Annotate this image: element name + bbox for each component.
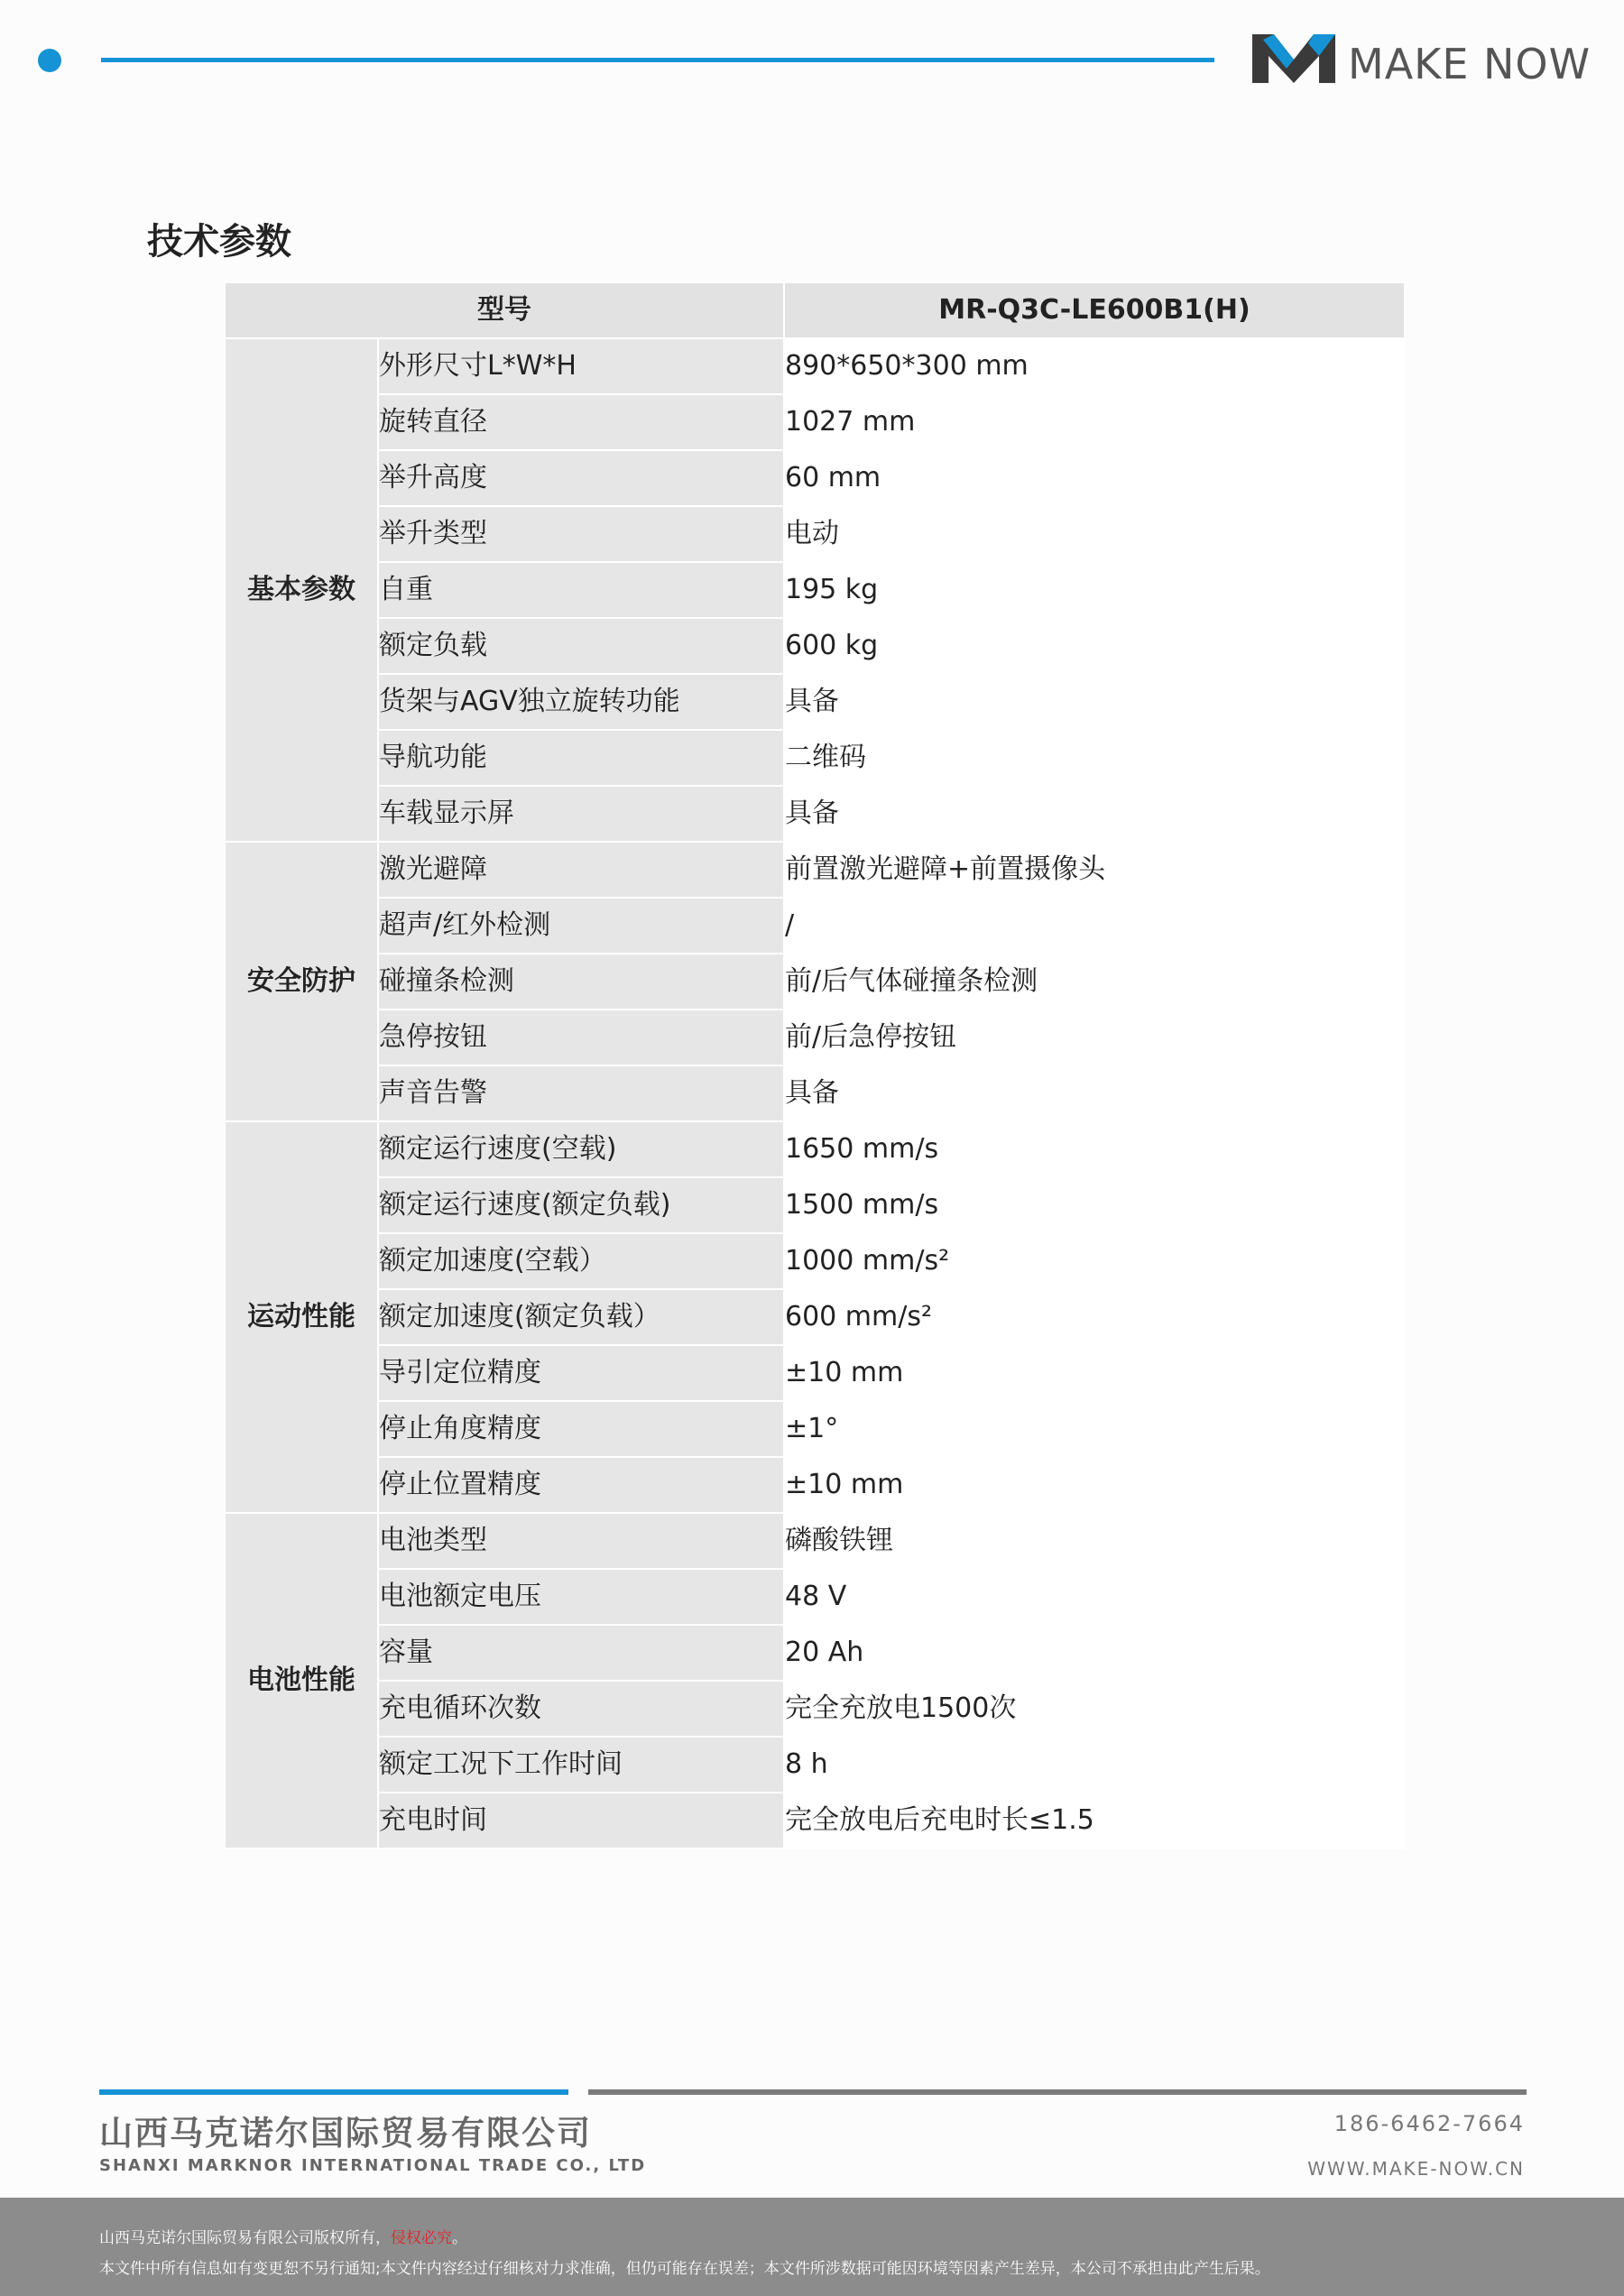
- param-name: 声音告警: [378, 1065, 784, 1121]
- table-row: [225, 786, 1405, 842]
- param-value: 600 mm/s²: [784, 1289, 1405, 1345]
- param-name: 碰撞条检测: [378, 954, 784, 1010]
- table-row: [225, 954, 1405, 1010]
- table-row: [225, 730, 1405, 786]
- table-row: [225, 898, 1405, 954]
- table-row: [225, 1121, 1405, 1177]
- table-row: [225, 1345, 1405, 1401]
- param-value: 电动: [784, 506, 1405, 562]
- table-row: [225, 1737, 1405, 1793]
- param-value: 完全放电后充电时长≤1.5: [784, 1793, 1405, 1849]
- table-row: [225, 1177, 1405, 1233]
- param-value: 具备: [784, 674, 1405, 730]
- param-value: 48 V: [784, 1569, 1405, 1625]
- param-value: 前/后气体碰撞条检测: [784, 954, 1405, 1010]
- table-row: [225, 562, 1405, 618]
- param-value: 磷酸铁锂: [784, 1513, 1405, 1569]
- table-row: [225, 1681, 1405, 1737]
- model-value: MR-Q3C-LE600B1(H): [784, 282, 1405, 338]
- param-name: 货架与AGV独立旋转功能: [378, 674, 784, 730]
- table-row: [225, 394, 1405, 450]
- param-value: 60 mm: [784, 450, 1405, 506]
- page-title: 技术参数: [147, 221, 291, 263]
- param-value: 1500 mm/s: [784, 1177, 1405, 1233]
- group-label: 运动性能: [225, 1121, 378, 1513]
- param-name: 容量: [378, 1625, 784, 1681]
- model-label: 型号: [225, 282, 784, 338]
- param-value: 195 kg: [784, 562, 1405, 618]
- param-value: 1027 mm: [784, 394, 1405, 450]
- table-header-row: [225, 282, 1405, 338]
- param-name: 电池额定电压: [378, 1569, 784, 1625]
- copyright-warning: 侵权必究: [391, 2229, 452, 2247]
- param-value: ±10 mm: [784, 1457, 1405, 1513]
- table-row: [225, 1233, 1405, 1289]
- table-row: [225, 618, 1405, 674]
- table-row: [225, 506, 1405, 562]
- param-value: 1000 mm/s²: [784, 1233, 1405, 1289]
- param-value: 600 kg: [784, 618, 1405, 674]
- group-label: 电池性能: [225, 1513, 378, 1849]
- param-name: 额定加速度(空载）: [378, 1233, 784, 1289]
- table-row: [225, 1457, 1405, 1513]
- param-name: 举升高度: [378, 450, 784, 506]
- table-row: [225, 1065, 1405, 1121]
- param-name: 举升类型: [378, 506, 784, 562]
- table-row: [225, 1513, 1405, 1569]
- param-value: ±10 mm: [784, 1345, 1405, 1401]
- company-name-en: SHANXI MARKNOR INTERNATIONAL TRADE CO., LTD: [99, 2156, 647, 2175]
- disclaimer-text: 本文件中所有信息如有变更恕不另行通知;本文件内容经过仔细核对力求准确，但仍可能存在误差；本文件所涉数据可能因环境等因素产生差异，本公司不承担由此产生后果。: [99, 2260, 1270, 2278]
- table-row: [225, 1625, 1405, 1681]
- param-name: 停止角度精度: [378, 1401, 784, 1457]
- param-value: ±1°: [784, 1401, 1405, 1457]
- param-name: 充电时间: [378, 1793, 784, 1849]
- param-value: 具备: [784, 786, 1405, 842]
- param-value: 前/后急停按钮: [784, 1010, 1405, 1065]
- copyright-text: [99, 2225, 467, 2247]
- make-now-logo: [1250, 27, 1593, 90]
- param-name: 额定工况下工作时间: [378, 1737, 784, 1793]
- table-row: [225, 842, 1405, 898]
- param-name: 急停按钮: [378, 1010, 784, 1065]
- param-value: 8 h: [784, 1737, 1405, 1793]
- param-value: 890*650*300 mm: [784, 338, 1405, 394]
- table-row: [225, 1289, 1405, 1345]
- param-value: 完全充放电1500次: [784, 1681, 1405, 1737]
- param-name: 旋转直径: [378, 394, 784, 450]
- spec-table-body: [225, 338, 1405, 1849]
- logo-mark-icon: [1250, 27, 1337, 90]
- param-name: 激光避障: [378, 842, 784, 898]
- param-value: 20 Ah: [784, 1625, 1405, 1681]
- param-name: 额定加速度(额定负载）: [378, 1289, 784, 1345]
- header-line: [101, 58, 1214, 62]
- group-label: 安全防护: [225, 842, 378, 1121]
- table-row: [225, 1401, 1405, 1457]
- param-name: 电池类型: [378, 1513, 784, 1569]
- table-row: [225, 1793, 1405, 1849]
- website-link[interactable]: WWW.MAKE-NOW.CN: [1307, 2158, 1525, 2180]
- param-value: /: [784, 898, 1405, 954]
- table-row: [225, 1569, 1405, 1625]
- param-name: 充电循环次数: [378, 1681, 784, 1737]
- param-name: 自重: [378, 562, 784, 618]
- param-value: 前置激光避障+前置摄像头: [784, 842, 1405, 898]
- table-row: [225, 674, 1405, 730]
- param-name: 导航功能: [378, 730, 784, 786]
- footer-blue-line: [99, 2089, 568, 2095]
- header-dot: [38, 49, 61, 72]
- param-name: 停止位置精度: [378, 1457, 784, 1513]
- param-value: 具备: [784, 1065, 1405, 1121]
- footer-gray-line: [588, 2089, 1527, 2095]
- copyright-prefix: 山西马克诺尔国际贸易有限公司版权所有，: [99, 2229, 391, 2247]
- group-label: 基本参数: [225, 338, 378, 842]
- param-value: 1650 mm/s: [784, 1121, 1405, 1177]
- table-row: [225, 338, 1405, 394]
- table-row: [225, 450, 1405, 506]
- company-name-cn: 山西马克诺尔国际贸易有限公司: [99, 2114, 592, 2153]
- param-name: 额定运行速度(额定负载): [378, 1177, 784, 1233]
- spec-table: [224, 281, 1406, 1849]
- copyright-suffix: 。: [452, 2229, 467, 2247]
- param-name: 导引定位精度: [378, 1345, 784, 1401]
- table-row: [225, 1010, 1405, 1065]
- param-name: 外形尺寸L*W*H: [378, 338, 784, 394]
- param-name: 额定负载: [378, 618, 784, 674]
- param-name: 额定运行速度(空载): [378, 1121, 784, 1177]
- phone-number: 186-6462-7664: [1333, 2111, 1525, 2136]
- logo-text: MAKE NOW: [1348, 40, 1592, 88]
- param-name: 超声/红外检测: [378, 898, 784, 954]
- param-value: 二维码: [784, 730, 1405, 786]
- param-name: 车载显示屏: [378, 786, 784, 842]
